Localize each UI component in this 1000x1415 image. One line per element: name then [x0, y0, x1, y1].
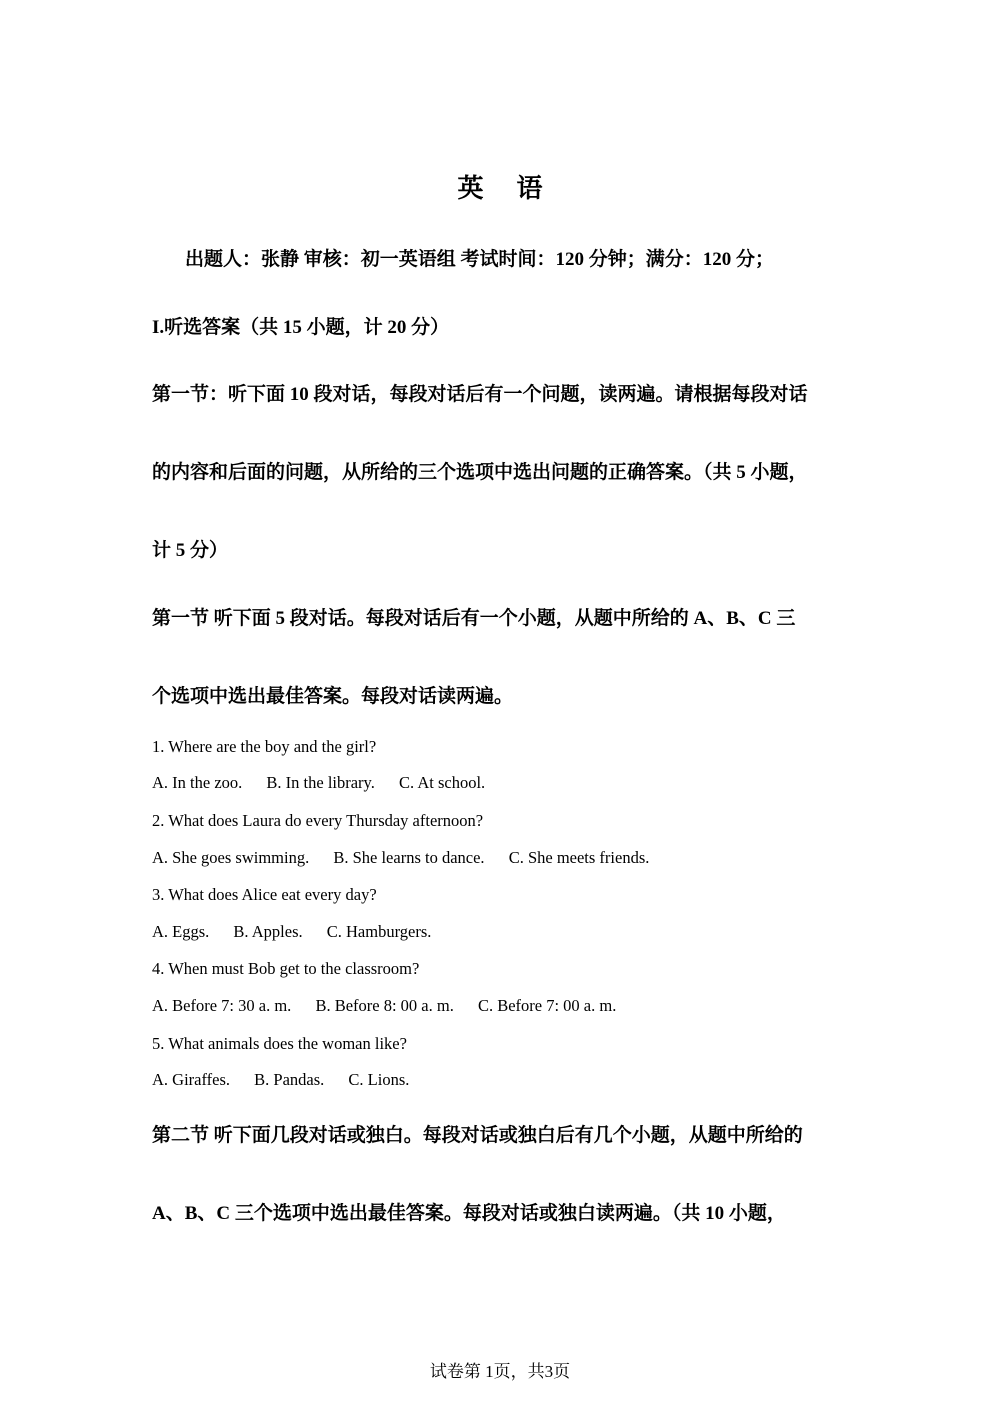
question-2-options — [152, 848, 669, 868]
question-5: 5. What animals does the woman like? — [152, 1034, 407, 1053]
exam-info: 出题人：张静 审核：初一英语组 考试时间：120 分钟；满分：120 分； — [185, 249, 775, 270]
option-a: A. Eggs. — [152, 922, 210, 941]
option-c: C. Lions. — [348, 1070, 410, 1089]
page-footer: 试卷第 1页，共3页 — [429, 1362, 571, 1381]
question-1: 1. Where are the boy and the girl? — [152, 737, 377, 756]
option-a: A. In the zoo. — [152, 773, 243, 792]
option-a: A. Giraffes. — [152, 1070, 231, 1089]
option-b: B. Before 8: 00 a. m. — [315, 996, 454, 1015]
option-b: B. Pandas. — [254, 1070, 325, 1089]
option-c: C. Hamburgers. — [326, 922, 432, 941]
option-b: B. She learns to dance. — [333, 848, 485, 867]
part2-instruction-line: A、B、C 三个选项中选出最佳答案。每段对话或独白读两遍。（共 10 小题， — [152, 1203, 786, 1224]
part1-instruction-line: 计 5 分） — [152, 540, 229, 561]
option-a: A. She goes swimming. — [152, 848, 310, 867]
part2-instruction-line: 第二节 听下面几段对话或独白。每段对话或独白后有几个小题，从题中所给的 — [152, 1125, 803, 1146]
option-b: B. In the library. — [266, 773, 375, 792]
option-a: A. Before 7: 30 a. m. — [152, 996, 292, 1015]
part1-instruction-line: 第一节：听下面 10 段对话，每段对话后有一个问题，读两遍。请根据每段对话 — [152, 384, 808, 405]
part1b-instruction-line: 第一节 听下面 5 段对话。每段对话后有一个小题，从题中所给的 A、B、C 三 — [152, 608, 796, 629]
question-4: 4. When must Bob get to the classroom? — [152, 959, 420, 978]
question-5-options — [152, 1070, 429, 1090]
question-3-options — [152, 922, 451, 942]
part1b-instruction-line: 个选项中选出最佳答案。每段对话读两遍。 — [152, 686, 514, 707]
option-b: B. Apples. — [233, 922, 303, 941]
question-3: 3. What does Alice eat every day? — [152, 885, 377, 904]
option-c: C. At school. — [398, 773, 486, 792]
section-heading: I.听选答案（共 15 小题，计 20 分） — [152, 317, 450, 338]
question-2: 2. What does Laura do every Thursday afternoon? — [152, 811, 484, 830]
question-4-options — [152, 996, 636, 1016]
option-c: C. Before 7: 00 a. m. — [477, 996, 617, 1015]
question-1-options — [152, 773, 505, 793]
page-title: 英 语 — [457, 174, 555, 204]
option-c: C. She meets friends. — [508, 848, 650, 867]
part1-instruction-line: 的内容和后面的问题，从所给的三个选项中选出问题的正确答案。（共 5 小题， — [152, 462, 808, 483]
